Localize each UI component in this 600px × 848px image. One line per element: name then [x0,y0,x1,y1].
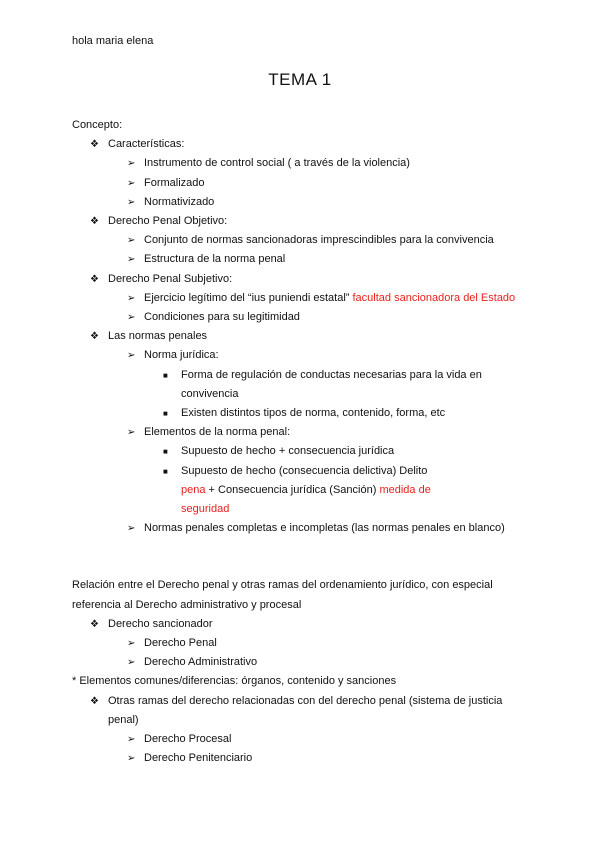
arrow-bullet-icon: ➢ [127,657,136,669]
square-bullet-icon: ■ [163,370,168,380]
list-item [72,174,532,193]
arrow-bullet-icon: ➢ [127,734,136,746]
list-item [72,289,532,308]
diamond-bullet-icon: ❖ [90,216,99,228]
arrow-bullet-icon: ➢ [127,292,136,304]
item-text: Derecho sancionador [108,617,213,630]
item-text: Formalizado [144,176,205,189]
list-item [72,692,532,730]
item-text: Supuesto de hecho (consecuencia delictiva) Delito [181,464,428,477]
square-bullet-icon: ■ [163,409,168,419]
item-text: Las normas penales [108,330,208,343]
arrow-bullet-icon: ➢ [127,523,136,535]
item-text: Derecho Penal Objetivo: [108,215,228,228]
diamond-bullet-icon: ❖ [90,618,99,630]
list-item [72,270,532,289]
item-text: Condiciones para su legitimidad [144,311,300,324]
list-item [72,193,532,212]
square-bullet-icon: ■ [163,447,168,457]
comunes-note: * Elementos comunes/diferencias: órganos, contenido y sanciones [72,675,397,688]
diamond-bullet-icon: ❖ [90,139,99,151]
item-text: Normas penales completas e incompletas (las normas penales en blanco) [144,522,505,535]
list-item [72,442,532,461]
item-text: Forma de regulación de conductas necesarias para la vida en convivencia [181,368,482,400]
list-item [72,653,532,672]
item-text: Elementos de la norma penal: [144,426,291,439]
item-text: Derecho Penitenciario [144,752,253,765]
square-bullet-icon: ■ [163,466,168,476]
list-item [72,749,532,768]
arrow-bullet-icon: ➢ [127,753,136,765]
item-text: Normativizado [144,195,215,208]
list-item [72,135,532,154]
arrow-bullet-icon: ➢ [127,177,136,189]
diamond-bullet-icon: ❖ [90,331,99,343]
arrow-bullet-icon: ➢ [127,158,136,170]
item-text: Supuesto de hecho + consecuencia jurídica [181,445,395,458]
item-text: Instrumento de control social ( a través de la violencia) [144,157,410,170]
list-item [72,154,532,173]
item-text: Otras ramas del derecho relacionadas con del derecho penal (sistema de justicia penal) [108,694,503,726]
item-text: Derecho Procesal [144,733,232,746]
list-item [72,730,532,749]
header-text: hola maria elena [72,35,154,47]
diamond-bullet-icon: ❖ [90,273,99,285]
diamond-bullet-icon: ❖ [90,695,99,707]
item-text: Existen distintos tipos de norma, contenido, forma, etc [181,407,446,420]
page-title: TEMA 1 [268,70,332,89]
list-item [72,462,532,520]
list-item [72,308,532,327]
highlight-text: medida de seguridad [181,483,431,516]
arrow-bullet-icon: ➢ [127,350,136,362]
list-item [72,423,532,442]
item-text: Estructura de la norma penal [144,253,286,266]
arrow-bullet-icon: ➢ [127,254,136,266]
arrow-bullet-icon: ➢ [127,427,136,439]
list-item [72,634,532,653]
item-text: Norma jurídica: [144,349,219,362]
list-item [72,404,532,423]
list-item [72,346,532,365]
item-text: Derecho Penal [144,637,217,650]
highlight-text: pena [181,483,206,496]
item-text: Ejercicio legítimo del “ius puniendi estatal” [144,291,350,304]
item-text: Características: [108,138,185,151]
arrow-bullet-icon: ➢ [127,638,136,650]
list-item [72,366,532,404]
arrow-bullet-icon: ➢ [127,235,136,247]
list-item [72,231,532,250]
highlight-text: facultad sancionadora del Estado [352,291,516,304]
relacion-paragraph: Relación entre el Derecho penal y otras ramas del ordenamiento jurídico, con especial referencia al Derecho administrativo y procesal [72,579,493,611]
item-text: Derecho Administrativo [144,656,258,669]
item-text: Conjunto de normas sancionadoras imprescindibles para la convivencia [144,234,494,247]
arrow-bullet-icon: ➢ [127,312,136,324]
item-text: + Consecuencia jurídica (Sanción) [208,483,377,496]
item-text: Derecho Penal Subjetivo: [108,272,233,285]
list-item [72,327,532,346]
list-item [72,250,532,269]
concepto-heading: Concepto: [72,119,123,131]
list-item [72,615,532,634]
arrow-bullet-icon: ➢ [127,196,136,208]
document-body [72,116,532,769]
list-item [72,212,532,231]
list-item [72,519,532,538]
